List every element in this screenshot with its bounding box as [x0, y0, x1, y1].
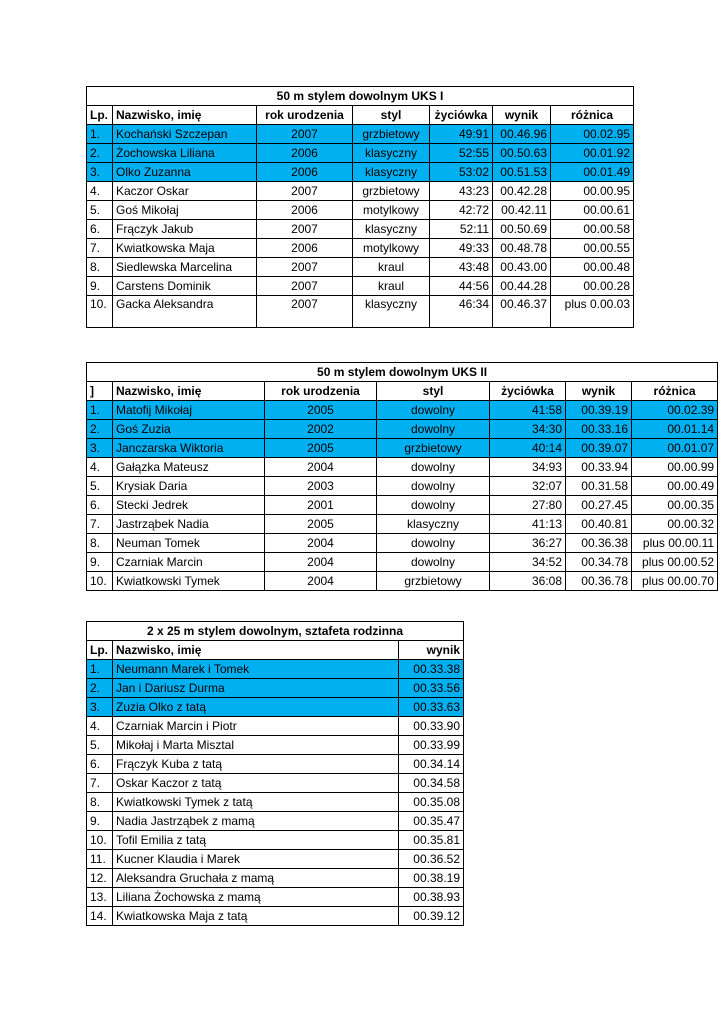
cell-name: Kucner Klaudia i Marek [113, 850, 399, 869]
cell-style: grzbietowy [353, 125, 430, 144]
cell-lp: 10. [87, 296, 113, 328]
cell-style: klasyczny [353, 296, 430, 328]
cell-result: 00.33.38 [399, 660, 464, 679]
cell-style: grzbietowy [377, 572, 490, 591]
cell-name: Kwiatkowski Tymek [113, 572, 265, 591]
cell-name: Neuman Tomek [113, 534, 265, 553]
cell-result: 00.38.93 [399, 888, 464, 907]
cell-lp: 3. [87, 163, 113, 182]
table-row [87, 850, 464, 869]
cell-year: 2007 [257, 220, 353, 239]
table-row [87, 296, 634, 328]
cell-lp: 10. [87, 572, 113, 591]
cell-difference: 00.00.55 [551, 239, 634, 258]
table-row [87, 515, 718, 534]
cell-difference: 00.00.95 [551, 182, 634, 201]
cell-lp: 7. [87, 774, 113, 793]
cell-lp: 5. [87, 736, 113, 755]
cell-difference: 00.00.49 [632, 477, 718, 496]
results-table-uks-2 [86, 362, 718, 591]
col-header-year: rok urodzenia [257, 106, 353, 125]
table-row [87, 439, 718, 458]
cell-year: 2005 [265, 439, 377, 458]
cell-difference: plus 0.00.03 [551, 296, 634, 328]
cell-name: Tofil Emilia z tatą [113, 831, 399, 850]
cell-style: dowolny [377, 534, 490, 553]
results-table-family-relay [86, 621, 464, 926]
cell-lp: 14. [87, 907, 113, 926]
cell-style: dowolny [377, 553, 490, 572]
cell-style: dowolny [377, 420, 490, 439]
table-row [87, 239, 634, 258]
table-row [87, 553, 718, 572]
cell-style: motylkowy [353, 201, 430, 220]
cell-personal-best: 43:23 [430, 182, 493, 201]
cell-year: 2006 [257, 163, 353, 182]
cell-style: grzbietowy [353, 182, 430, 201]
cell-personal-best: 41:58 [490, 401, 566, 420]
cell-result: 00.39.12 [399, 907, 464, 926]
cell-lp: 2. [87, 144, 113, 163]
col-header-result: wynik [493, 106, 551, 125]
table-body [87, 660, 464, 926]
cell-name: Carstens Dominik [113, 277, 257, 296]
cell-result: 00.44.28 [493, 277, 551, 296]
table-body [87, 401, 718, 591]
cell-personal-best: 34:93 [490, 458, 566, 477]
col-header-difference: różnica [632, 382, 718, 401]
cell-year: 2007 [257, 125, 353, 144]
cell-result: 00.46.37 [493, 296, 551, 328]
cell-lp: 13. [87, 888, 113, 907]
cell-name: Kaczor Oskar [113, 182, 257, 201]
table-row [87, 496, 718, 515]
cell-result: 00.33.99 [399, 736, 464, 755]
col-header-result: wynik [566, 382, 632, 401]
cell-result: 00.51.53 [493, 163, 551, 182]
table-row [87, 458, 718, 477]
table-row [87, 201, 634, 220]
cell-year: 2003 [265, 477, 377, 496]
table-row [87, 717, 464, 736]
cell-result: 00.46.96 [493, 125, 551, 144]
cell-personal-best: 43:48 [430, 258, 493, 277]
col-header-name: Nazwisko, imię [113, 106, 257, 125]
table-row [87, 698, 464, 717]
cell-difference: 00.00.28 [551, 277, 634, 296]
cell-lp: 9. [87, 553, 113, 572]
cell-style: dowolny [377, 401, 490, 420]
cell-lp: 6. [87, 220, 113, 239]
cell-lp: 4. [87, 717, 113, 736]
table-row [87, 572, 718, 591]
cell-result: 00.35.47 [399, 812, 464, 831]
cell-result: 00.34.14 [399, 755, 464, 774]
table-row [87, 736, 464, 755]
cell-lp: 5. [87, 477, 113, 496]
cell-personal-best: 36:27 [490, 534, 566, 553]
table-row [87, 163, 634, 182]
table-row [87, 477, 718, 496]
cell-name: Jastrząbek Nadia [113, 515, 265, 534]
cell-name: Zuzia Olko z tatą [113, 698, 399, 717]
cell-result: 00.36.52 [399, 850, 464, 869]
table-row [87, 907, 464, 926]
cell-year: 2007 [257, 296, 353, 328]
table-row [87, 774, 464, 793]
cell-name: Gacka Aleksandra [113, 296, 257, 328]
cell-lp: 7. [87, 515, 113, 534]
cell-result: 00.33.94 [566, 458, 632, 477]
col-header-name: Nazwisko, imię [113, 641, 399, 660]
cell-lp: 8. [87, 258, 113, 277]
cell-personal-best: 49:33 [430, 239, 493, 258]
cell-style: dowolny [377, 458, 490, 477]
cell-result: 00.43.00 [493, 258, 551, 277]
cell-lp: 11. [87, 850, 113, 869]
cell-result: 00.42.11 [493, 201, 551, 220]
cell-result: 00.34.78 [566, 553, 632, 572]
col-header-lp: Lp. [87, 641, 113, 660]
cell-personal-best: 41:13 [490, 515, 566, 534]
cell-personal-best: 40:14 [490, 439, 566, 458]
cell-result: 00.34.58 [399, 774, 464, 793]
cell-lp: 6. [87, 496, 113, 515]
cell-name: Frączyk Jakub [113, 220, 257, 239]
cell-result: 00.39.07 [566, 439, 632, 458]
cell-result: 00.50.63 [493, 144, 551, 163]
cell-style: klasyczny [353, 220, 430, 239]
table-row [87, 125, 634, 144]
table-body [87, 125, 634, 328]
cell-lp: 9. [87, 812, 113, 831]
table-row [87, 420, 718, 439]
col-header-lp: Lp. [87, 106, 113, 125]
cell-name: Frączyk Kuba z tatą [113, 755, 399, 774]
cell-lp: 8. [87, 793, 113, 812]
cell-difference: 00.02.39 [632, 401, 718, 420]
cell-style: motylkowy [353, 239, 430, 258]
cell-lp: 1. [87, 401, 113, 420]
col-header-personal-best: życiówka [430, 106, 493, 125]
col-header-difference: różnica [551, 106, 634, 125]
cell-year: 2006 [257, 144, 353, 163]
cell-difference: 00.00.61 [551, 201, 634, 220]
cell-style: klasyczny [353, 163, 430, 182]
cell-result: 00.36.38 [566, 534, 632, 553]
cell-year: 2007 [257, 182, 353, 201]
cell-difference: plus 00.00.70 [632, 572, 718, 591]
cell-name: Czarniak Marcin i Piotr [113, 717, 399, 736]
cell-personal-best: 53:02 [430, 163, 493, 182]
table-row [87, 144, 634, 163]
cell-lp: 2. [87, 420, 113, 439]
cell-personal-best: 52:11 [430, 220, 493, 239]
col-header-name: Nazwisko, imię [113, 382, 265, 401]
table-row [87, 258, 634, 277]
cell-style: kraul [353, 277, 430, 296]
cell-year: 2004 [265, 572, 377, 591]
cell-result: 00.33.56 [399, 679, 464, 698]
cell-name: Kwiatkowska Maja [113, 239, 257, 258]
cell-name: Stecki Jedrek [113, 496, 265, 515]
cell-name: Gałązka Mateusz [113, 458, 265, 477]
col-header-style: styl [377, 382, 490, 401]
cell-year: 2004 [265, 553, 377, 572]
cell-lp: 6. [87, 755, 113, 774]
table-row [87, 401, 718, 420]
cell-name: Siedlewska Marcelina [113, 258, 257, 277]
cell-difference: 00.02.95 [551, 125, 634, 144]
cell-result: 00.35.08 [399, 793, 464, 812]
cell-result: 00.38.19 [399, 869, 464, 888]
cell-personal-best: 44:56 [430, 277, 493, 296]
cell-year: 2005 [265, 515, 377, 534]
cell-style: klasyczny [353, 144, 430, 163]
cell-year: 2006 [257, 239, 353, 258]
table-row [87, 812, 464, 831]
cell-result: 00.39.19 [566, 401, 632, 420]
cell-style: dowolny [377, 496, 490, 515]
cell-lp: 3. [87, 698, 113, 717]
cell-name: Olko Zuzanna [113, 163, 257, 182]
cell-year: 2004 [265, 458, 377, 477]
cell-lp: 5. [87, 201, 113, 220]
cell-lp: 4. [87, 458, 113, 477]
cell-personal-best: 34:30 [490, 420, 566, 439]
cell-lp: 7. [87, 239, 113, 258]
cell-result: 00.40.81 [566, 515, 632, 534]
cell-difference: 00.00.35 [632, 496, 718, 515]
results-table-uks-1 [86, 86, 634, 328]
cell-result: 00.36.78 [566, 572, 632, 591]
cell-name: Nadia Jastrząbek z mamą [113, 812, 399, 831]
table-row [87, 831, 464, 850]
cell-lp: 9. [87, 277, 113, 296]
cell-result: 00.31.58 [566, 477, 632, 496]
cell-name: Krysiak Daria [113, 477, 265, 496]
cell-personal-best: 52:55 [430, 144, 493, 163]
cell-lp: 1. [87, 125, 113, 144]
cell-name: Czarniak Marcin [113, 553, 265, 572]
cell-name: Mikołaj i Marta Misztal [113, 736, 399, 755]
cell-result: 00.33.63 [399, 698, 464, 717]
cell-name: Matofij Mikołaj [113, 401, 265, 420]
cell-name: Goś Zuzia [113, 420, 265, 439]
cell-style: dowolny [377, 477, 490, 496]
cell-difference: 00.01.49 [551, 163, 634, 182]
cell-year: 2004 [265, 534, 377, 553]
cell-lp: 12. [87, 869, 113, 888]
cell-name: Neumann Marek i Tomek [113, 660, 399, 679]
cell-difference: 00.00.58 [551, 220, 634, 239]
table-row [87, 793, 464, 812]
cell-style: kraul [353, 258, 430, 277]
cell-year: 2007 [257, 258, 353, 277]
table-row [87, 660, 464, 679]
cell-personal-best: 46:34 [430, 296, 493, 328]
cell-difference: 00.00.32 [632, 515, 718, 534]
col-header-year: rok urodzenia [265, 382, 377, 401]
cell-name: Janczarska Wiktoria [113, 439, 265, 458]
cell-result: 00.42.28 [493, 182, 551, 201]
cell-difference: 00.01.14 [632, 420, 718, 439]
cell-difference: 00.01.07 [632, 439, 718, 458]
cell-personal-best: 49:91 [430, 125, 493, 144]
col-header-result: wynik [399, 641, 464, 660]
cell-name: Kwiatkowska Maja z tatą [113, 907, 399, 926]
cell-difference: 00.01.92 [551, 144, 634, 163]
table-row [87, 182, 634, 201]
cell-result: 00.33.16 [566, 420, 632, 439]
cell-name: Kochański Szczepan [113, 125, 257, 144]
cell-lp: 10. [87, 831, 113, 850]
cell-result: 00.35.81 [399, 831, 464, 850]
cell-year: 2001 [265, 496, 377, 515]
cell-year: 2007 [257, 277, 353, 296]
table-row [87, 220, 634, 239]
col-header-lp: ] [87, 382, 113, 401]
cell-personal-best: 42:72 [430, 201, 493, 220]
table-row [87, 755, 464, 774]
cell-name: Żochowska Liliana [113, 144, 257, 163]
table-title: 50 m stylem dowolnym UKS II [87, 363, 718, 382]
cell-year: 2006 [257, 201, 353, 220]
cell-style: grzbietowy [377, 439, 490, 458]
cell-personal-best: 32:07 [490, 477, 566, 496]
cell-name: Jan i Dariusz Durma [113, 679, 399, 698]
table-row [87, 679, 464, 698]
cell-lp: 3. [87, 439, 113, 458]
table-row [87, 869, 464, 888]
cell-style: klasyczny [377, 515, 490, 534]
table-row [87, 277, 634, 296]
col-header-style: styl [353, 106, 430, 125]
cell-lp: 1. [87, 660, 113, 679]
cell-result: 00.50.69 [493, 220, 551, 239]
table-title: 2 x 25 m stylem dowolnym, sztafeta rodzinna [87, 622, 464, 641]
cell-difference: plus 00.00.11 [632, 534, 718, 553]
table-title: 50 m stylem dowolnym UKS I [87, 87, 634, 106]
cell-year: 2002 [265, 420, 377, 439]
cell-lp: 4. [87, 182, 113, 201]
cell-result: 00.33.90 [399, 717, 464, 736]
cell-lp: 2. [87, 679, 113, 698]
table-row [87, 534, 718, 553]
cell-difference: plus 00.00.52 [632, 553, 718, 572]
cell-result: 00.48.78 [493, 239, 551, 258]
cell-name: Aleksandra Gruchała z mamą [113, 869, 399, 888]
cell-name: Oskar Kaczor z tatą [113, 774, 399, 793]
cell-difference: 00.00.99 [632, 458, 718, 477]
cell-name: Liliana Żochowska z mamą [113, 888, 399, 907]
cell-name: Goś Mikołaj [113, 201, 257, 220]
cell-year: 2005 [265, 401, 377, 420]
table-row [87, 888, 464, 907]
cell-result: 00.27.45 [566, 496, 632, 515]
cell-name: Kwiatkowski Tymek z tatą [113, 793, 399, 812]
cell-lp: 8. [87, 534, 113, 553]
cell-personal-best: 36:08 [490, 572, 566, 591]
cell-personal-best: 27:80 [490, 496, 566, 515]
cell-difference: 00.00.48 [551, 258, 634, 277]
cell-personal-best: 34:52 [490, 553, 566, 572]
col-header-personal-best: życiówka [490, 382, 566, 401]
